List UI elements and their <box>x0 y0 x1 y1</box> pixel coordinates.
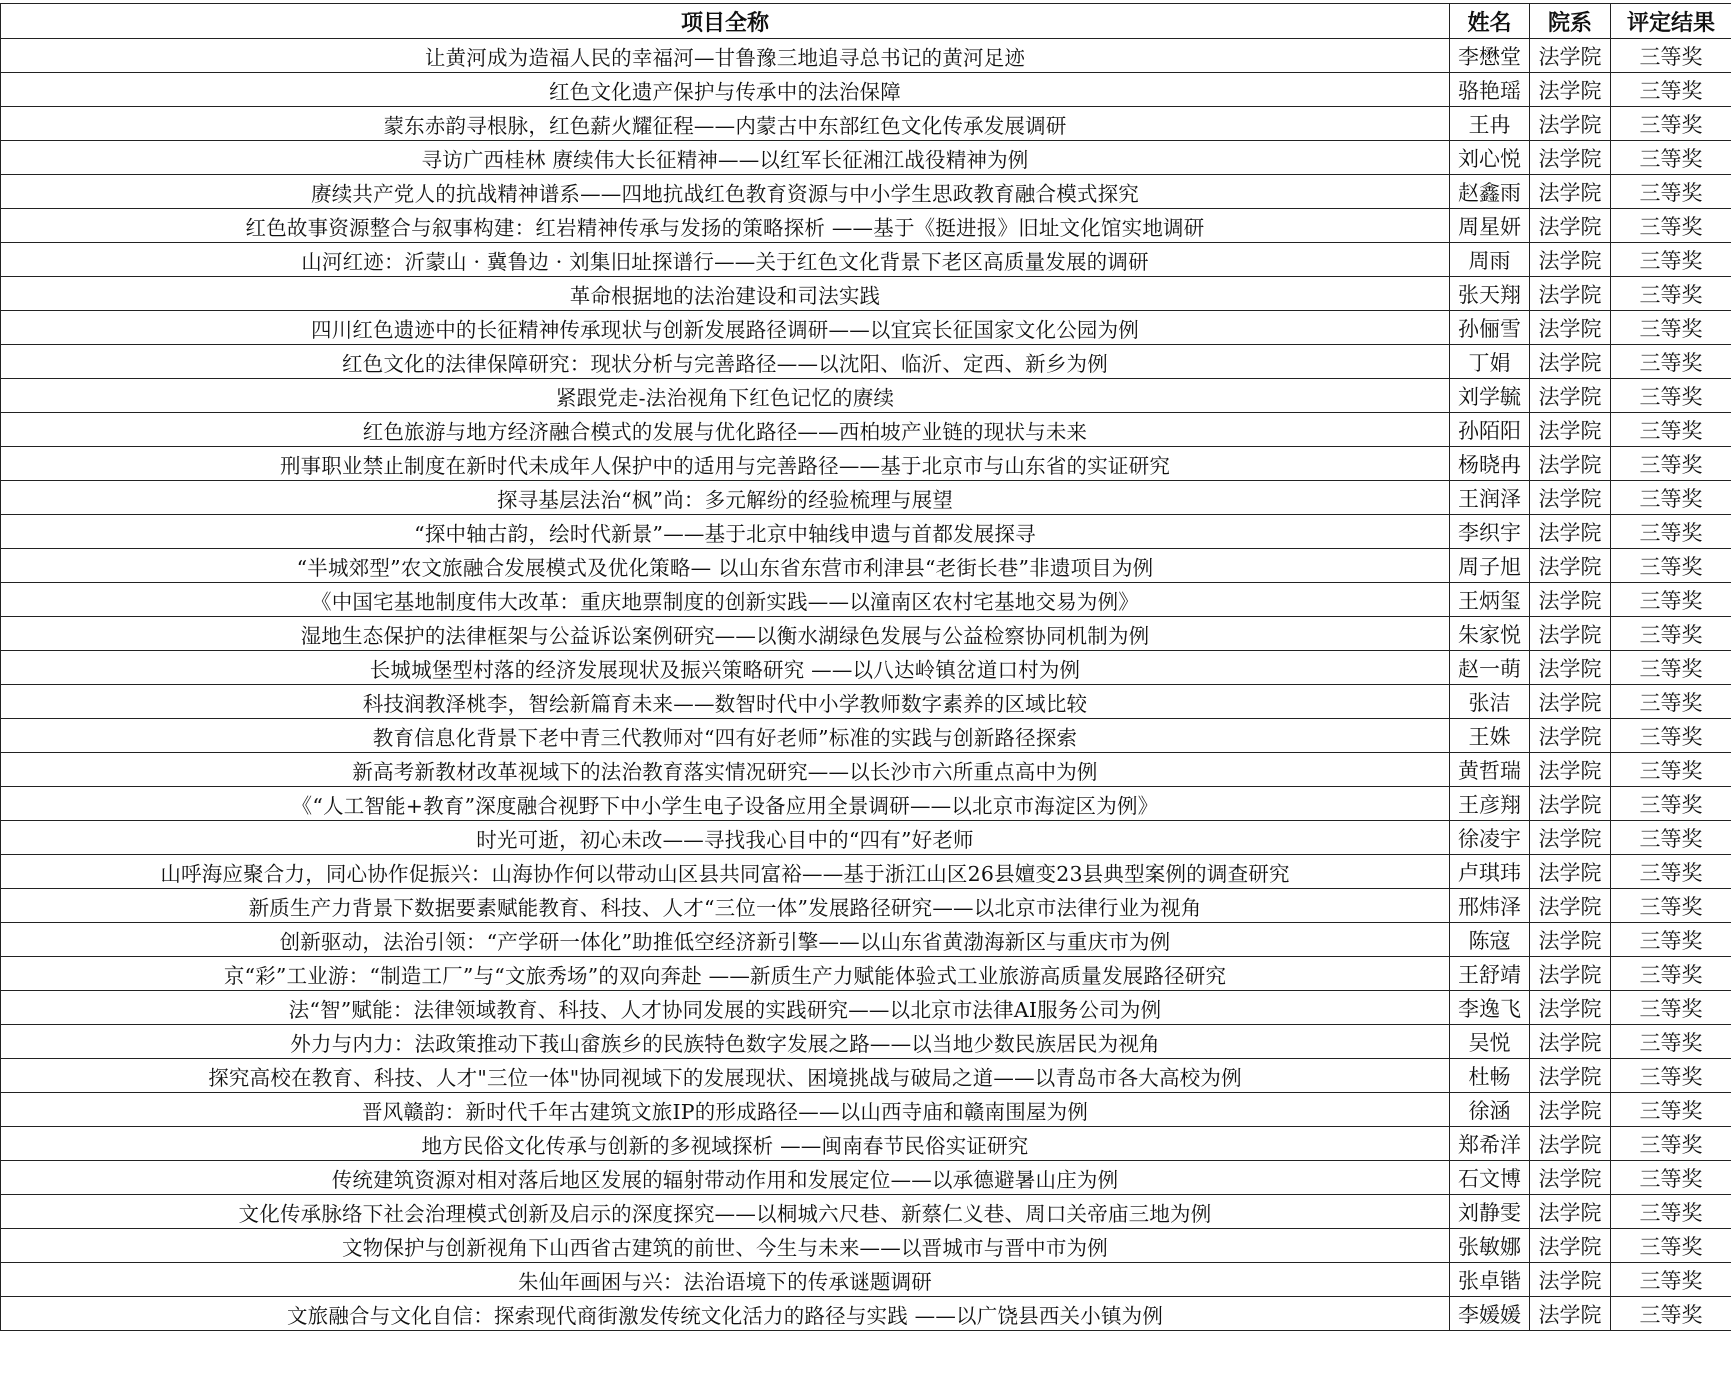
award-result-cell: 三等奖 <box>1611 1297 1731 1331</box>
project-title-cell: 外力与内力：法政策推动下莪山畲族乡的民族特色数字发展之路——以当地少数民族居民为视角 <box>1 1025 1450 1059</box>
award-result-cell: 三等奖 <box>1611 617 1731 651</box>
student-name-cell: 赵鑫雨 <box>1450 175 1530 209</box>
award-result-cell: 三等奖 <box>1611 549 1731 583</box>
student-name-cell: 陈寇 <box>1450 923 1530 957</box>
department-cell: 法学院 <box>1530 175 1611 209</box>
project-title-cell: 法“智”赋能：法律领域教育、科技、人才协同发展的实践研究——以北京市法律AI服务公司为例 <box>1 991 1450 1025</box>
award-result-cell: 三等奖 <box>1611 1025 1731 1059</box>
department-cell: 法学院 <box>1530 583 1611 617</box>
student-name-cell: 李懋堂 <box>1450 39 1530 73</box>
project-title-cell: 文物保护与创新视角下山西省古建筑的前世、今生与未来——以晋城市与晋中市为例 <box>1 1229 1450 1263</box>
table-row <box>1 617 1731 651</box>
table-row <box>1 1195 1731 1229</box>
student-name-cell: 周星妍 <box>1450 209 1530 243</box>
project-title-cell: 红色故事资源整合与叙事构建：红岩精神传承与发扬的策略探析 ——基于《挺进报》旧址文化馆实地调研 <box>1 209 1450 243</box>
table-row <box>1 515 1731 549</box>
award-result-cell: 三等奖 <box>1611 991 1731 1025</box>
award-result-cell: 三等奖 <box>1611 209 1731 243</box>
project-title-cell: 寻访广西桂林 赓续伟大长征精神——以红军长征湘江战役精神为例 <box>1 141 1450 175</box>
department-cell: 法学院 <box>1530 515 1611 549</box>
student-name-cell: 周雨 <box>1450 243 1530 277</box>
project-title-cell: 地方民俗文化传承与创新的多视域探析 ——闽南春节民俗实证研究 <box>1 1127 1450 1161</box>
award-result-cell: 三等奖 <box>1611 1127 1731 1161</box>
table-row <box>1 1093 1731 1127</box>
table-row <box>1 73 1731 107</box>
project-title-cell: 蒙东赤韵寻根脉，红色薪火耀征程——内蒙古中东部红色文化传承发展调研 <box>1 107 1450 141</box>
table-row <box>1 447 1731 481</box>
award-result-cell: 三等奖 <box>1611 651 1731 685</box>
award-result-cell: 三等奖 <box>1611 787 1731 821</box>
table-row <box>1 209 1731 243</box>
department-cell: 法学院 <box>1530 957 1611 991</box>
student-name-cell: 张洁 <box>1450 685 1530 719</box>
award-result-cell: 三等奖 <box>1611 1263 1731 1297</box>
student-name-cell: 张卓锴 <box>1450 1263 1530 1297</box>
department-cell: 法学院 <box>1530 1059 1611 1093</box>
department-cell: 法学院 <box>1530 821 1611 855</box>
award-result-cell: 三等奖 <box>1611 515 1731 549</box>
student-name-cell: 王炳玺 <box>1450 583 1530 617</box>
student-name-cell: 张敏娜 <box>1450 1229 1530 1263</box>
award-result-cell: 三等奖 <box>1611 447 1731 481</box>
student-name-cell: 赵一萌 <box>1450 651 1530 685</box>
department-cell: 法学院 <box>1530 549 1611 583</box>
department-cell: 法学院 <box>1530 753 1611 787</box>
student-name-cell: 邢炜泽 <box>1450 889 1530 923</box>
student-name-cell: 孙陌阳 <box>1450 413 1530 447</box>
student-name-cell: 卢琪玮 <box>1450 855 1530 889</box>
project-title-cell: 创新驱动，法治引领：“产学研一体化”助推低空经济新引擎——以山东省黄渤海新区与重庆市为例 <box>1 923 1450 957</box>
department-cell: 法学院 <box>1530 107 1611 141</box>
table-body <box>1 39 1731 1331</box>
student-name-cell: 杜畅 <box>1450 1059 1530 1093</box>
student-name-cell: 张天翔 <box>1450 277 1530 311</box>
student-name-cell: 王姝 <box>1450 719 1530 753</box>
project-title-cell: 晋风赣韵：新时代千年古建筑文旅IP的形成路径——以山西寺庙和赣南围屋为例 <box>1 1093 1450 1127</box>
department-cell: 法学院 <box>1530 1263 1611 1297</box>
project-title-cell: 红色文化的法律保障研究：现状分析与完善路径——以沈阳、临沂、定西、新乡为例 <box>1 345 1450 379</box>
project-title-cell: 紧跟党走-法治视角下红色记忆的赓续 <box>1 379 1450 413</box>
award-result-cell: 三等奖 <box>1611 855 1731 889</box>
project-title-cell: 科技润教泽桃李，智绘新篇育未来——数智时代中小学教师数字素养的区域比较 <box>1 685 1450 719</box>
project-title-cell: 传统建筑资源对相对落后地区发展的辐射带动作用和发展定位——以承德避暑山庄为例 <box>1 1161 1450 1195</box>
project-title-cell: 京“彩”工业游：“制造工厂”与“文旅秀场”的双向奔赴 ——新质生产力赋能体验式工业旅游高质量发展路径研究 <box>1 957 1450 991</box>
department-cell: 法学院 <box>1530 1025 1611 1059</box>
award-result-cell: 三等奖 <box>1611 1229 1731 1263</box>
table-row <box>1 821 1731 855</box>
student-name-cell: 刘静雯 <box>1450 1195 1530 1229</box>
student-name-cell: 石文博 <box>1450 1161 1530 1195</box>
department-cell: 法学院 <box>1530 39 1611 73</box>
table-row <box>1 923 1731 957</box>
department-cell: 法学院 <box>1530 1195 1611 1229</box>
project-title-cell: 革命根据地的法治建设和司法实践 <box>1 277 1450 311</box>
student-name-cell: 李逸飞 <box>1450 991 1530 1025</box>
award-result-cell: 三等奖 <box>1611 753 1731 787</box>
student-name-cell: 李媛媛 <box>1450 1297 1530 1331</box>
award-result-cell: 三等奖 <box>1611 719 1731 753</box>
award-result-cell: 三等奖 <box>1611 1161 1731 1195</box>
department-cell: 法学院 <box>1530 311 1611 345</box>
table-row <box>1 583 1731 617</box>
table-row <box>1 413 1731 447</box>
department-cell: 法学院 <box>1530 651 1611 685</box>
student-name-cell: 丁娟 <box>1450 345 1530 379</box>
project-title-cell: 《“人工智能+教育”深度融合视野下中小学生电子设备应用全景调研——以北京市海淀区为例》 <box>1 787 1450 821</box>
department-cell: 法学院 <box>1530 1093 1611 1127</box>
table-row <box>1 651 1731 685</box>
award-result-cell: 三等奖 <box>1611 413 1731 447</box>
student-name-cell: 徐凌宇 <box>1450 821 1530 855</box>
table-row <box>1 277 1731 311</box>
student-name-cell: 王彦翔 <box>1450 787 1530 821</box>
department-cell: 法学院 <box>1530 685 1611 719</box>
table-row <box>1 243 1731 277</box>
department-cell: 法学院 <box>1530 277 1611 311</box>
student-name-cell: 王润泽 <box>1450 481 1530 515</box>
student-name-cell: 黄哲瑞 <box>1450 753 1530 787</box>
table-row <box>1 141 1731 175</box>
student-name-cell: 吴悦 <box>1450 1025 1530 1059</box>
project-title-cell: 探寻基层法治“枫”尚：多元解纷的经验梳理与展望 <box>1 481 1450 515</box>
award-result-cell: 三等奖 <box>1611 345 1731 379</box>
award-result-cell: 三等奖 <box>1611 141 1731 175</box>
project-title-cell: “半城郊型”农文旅融合发展模式及优化策略— 以山东省东营市利津县“老街长巷”非遗项目为例 <box>1 549 1450 583</box>
header-result: 评定结果 <box>1611 4 1731 39</box>
table-row <box>1 719 1731 753</box>
department-cell: 法学院 <box>1530 923 1611 957</box>
department-cell: 法学院 <box>1530 243 1611 277</box>
department-cell: 法学院 <box>1530 889 1611 923</box>
award-result-cell: 三等奖 <box>1611 1059 1731 1093</box>
award-result-cell: 三等奖 <box>1611 481 1731 515</box>
award-result-cell: 三等奖 <box>1611 685 1731 719</box>
department-cell: 法学院 <box>1530 719 1611 753</box>
table-row <box>1 1229 1731 1263</box>
award-result-cell: 三等奖 <box>1611 311 1731 345</box>
department-cell: 法学院 <box>1530 209 1611 243</box>
department-cell: 法学院 <box>1530 617 1611 651</box>
project-title-cell: 赓续共产党人的抗战精神谱系——四地抗战红色教育资源与中小学生思政教育融合模式探究 <box>1 175 1450 209</box>
table-row <box>1 311 1731 345</box>
table-row <box>1 685 1731 719</box>
project-title-cell: 朱仙年画困与兴：法治语境下的传承谜题调研 <box>1 1263 1450 1297</box>
table-row <box>1 753 1731 787</box>
student-name-cell: 郑希洋 <box>1450 1127 1530 1161</box>
project-title-cell: 新质生产力背景下数据要素赋能教育、科技、人才“三位一体”发展路径研究——以北京市法律行业为视角 <box>1 889 1450 923</box>
student-name-cell: 李织宇 <box>1450 515 1530 549</box>
table-row <box>1 957 1731 991</box>
award-result-cell: 三等奖 <box>1611 107 1731 141</box>
table-row <box>1 345 1731 379</box>
award-result-cell: 三等奖 <box>1611 39 1731 73</box>
award-result-cell: 三等奖 <box>1611 957 1731 991</box>
department-cell: 法学院 <box>1530 379 1611 413</box>
project-title-cell: 教育信息化背景下老中青三代教师对“四有好老师”标准的实践与创新路径探索 <box>1 719 1450 753</box>
project-title-cell: 红色旅游与地方经济融合模式的发展与优化路径——西柏坡产业链的现状与未来 <box>1 413 1450 447</box>
table-row <box>1 481 1731 515</box>
student-name-cell: 王冉 <box>1450 107 1530 141</box>
project-title-cell: 文化传承脉络下社会治理模式创新及启示的深度探究——以桐城六尺巷、新蔡仁义巷、周口关帝庙三地为例 <box>1 1195 1450 1229</box>
table-row <box>1 1127 1731 1161</box>
student-name-cell: 周子旭 <box>1450 549 1530 583</box>
table-row <box>1 1059 1731 1093</box>
table-row <box>1 1297 1731 1331</box>
award-result-cell: 三等奖 <box>1611 821 1731 855</box>
student-name-cell: 杨晓冉 <box>1450 447 1530 481</box>
table-row <box>1 855 1731 889</box>
awards-table <box>0 3 1731 1331</box>
award-result-cell: 三等奖 <box>1611 277 1731 311</box>
department-cell: 法学院 <box>1530 413 1611 447</box>
project-title-cell: 新高考新教材改革视域下的法治教育落实情况研究——以长沙市六所重点高中为例 <box>1 753 1450 787</box>
table-row <box>1 39 1731 73</box>
student-name-cell: 朱家悦 <box>1450 617 1530 651</box>
project-title-cell: 山呼海应聚合力，同心协作促振兴：山海协作何以带动山区县共同富裕——基于浙江山区26县嬗变23县典型案例的调查研究 <box>1 855 1450 889</box>
award-result-cell: 三等奖 <box>1611 1195 1731 1229</box>
table-row <box>1 1263 1731 1297</box>
header-row <box>1 4 1731 39</box>
student-name-cell: 刘学毓 <box>1450 379 1530 413</box>
table-row <box>1 549 1731 583</box>
table-row <box>1 379 1731 413</box>
award-result-cell: 三等奖 <box>1611 889 1731 923</box>
table-row <box>1 1025 1731 1059</box>
student-name-cell: 骆艳瑶 <box>1450 73 1530 107</box>
department-cell: 法学院 <box>1530 73 1611 107</box>
project-title-cell: 时光可逝，初心未改——寻找我心目中的“四有”好老师 <box>1 821 1450 855</box>
header-name: 姓名 <box>1450 4 1530 39</box>
department-cell: 法学院 <box>1530 855 1611 889</box>
department-cell: 法学院 <box>1530 991 1611 1025</box>
project-title-cell: 红色文化遗产保护与传承中的法治保障 <box>1 73 1450 107</box>
header-title: 项目全称 <box>1 4 1450 39</box>
project-title-cell: 四川红色遗迹中的长征精神传承现状与创新发展路径调研——以宜宾长征国家文化公园为例 <box>1 311 1450 345</box>
table-row <box>1 991 1731 1025</box>
project-title-cell: 《中国宅基地制度伟大改革：重庆地票制度的创新实践——以潼南区农村宅基地交易为例》 <box>1 583 1450 617</box>
award-result-cell: 三等奖 <box>1611 923 1731 957</box>
award-result-cell: 三等奖 <box>1611 379 1731 413</box>
department-cell: 法学院 <box>1530 1161 1611 1195</box>
project-title-cell: 让黄河成为造福人民的幸福河—甘鲁豫三地追寻总书记的黄河足迹 <box>1 39 1450 73</box>
award-result-cell: 三等奖 <box>1611 583 1731 617</box>
table-row <box>1 787 1731 821</box>
student-name-cell: 刘心悦 <box>1450 141 1530 175</box>
table-row <box>1 1161 1731 1195</box>
project-title-cell: “探中轴古韵，绘时代新景”——基于北京中轴线申遗与首都发展探寻 <box>1 515 1450 549</box>
header-dept: 院系 <box>1530 4 1611 39</box>
project-title-cell: 文旅融合与文化自信：探索现代商街激发传统文化活力的路径与实践 ——以广饶县西关小镇为例 <box>1 1297 1450 1331</box>
department-cell: 法学院 <box>1530 345 1611 379</box>
award-result-cell: 三等奖 <box>1611 243 1731 277</box>
project-title-cell: 探究高校在教育、科技、人才"三位一体"协同视域下的发展现状、困境挑战与破局之道——以青岛市各大高校为例 <box>1 1059 1450 1093</box>
department-cell: 法学院 <box>1530 1297 1611 1331</box>
table-row <box>1 175 1731 209</box>
award-result-cell: 三等奖 <box>1611 73 1731 107</box>
department-cell: 法学院 <box>1530 787 1611 821</box>
department-cell: 法学院 <box>1530 447 1611 481</box>
project-title-cell: 山河红迹：沂蒙山 · 冀鲁边 · 刘集旧址探谱行——关于红色文化背景下老区高质量发展的调研 <box>1 243 1450 277</box>
project-title-cell: 湿地生态保护的法律框架与公益诉讼案例研究——以衡水湖绿色发展与公益检察协同机制为例 <box>1 617 1450 651</box>
table-row <box>1 107 1731 141</box>
department-cell: 法学院 <box>1530 1229 1611 1263</box>
award-result-cell: 三等奖 <box>1611 1093 1731 1127</box>
student-name-cell: 王舒靖 <box>1450 957 1530 991</box>
project-title-cell: 刑事职业禁止制度在新时代未成年人保护中的适用与完善路径——基于北京市与山东省的实证研究 <box>1 447 1450 481</box>
student-name-cell: 孙俪雪 <box>1450 311 1530 345</box>
table-row <box>1 889 1731 923</box>
department-cell: 法学院 <box>1530 1127 1611 1161</box>
award-result-cell: 三等奖 <box>1611 175 1731 209</box>
department-cell: 法学院 <box>1530 141 1611 175</box>
department-cell: 法学院 <box>1530 481 1611 515</box>
project-title-cell: 长城城堡型村落的经济发展现状及振兴策略研究 ——以八达岭镇岔道口村为例 <box>1 651 1450 685</box>
student-name-cell: 徐涵 <box>1450 1093 1530 1127</box>
